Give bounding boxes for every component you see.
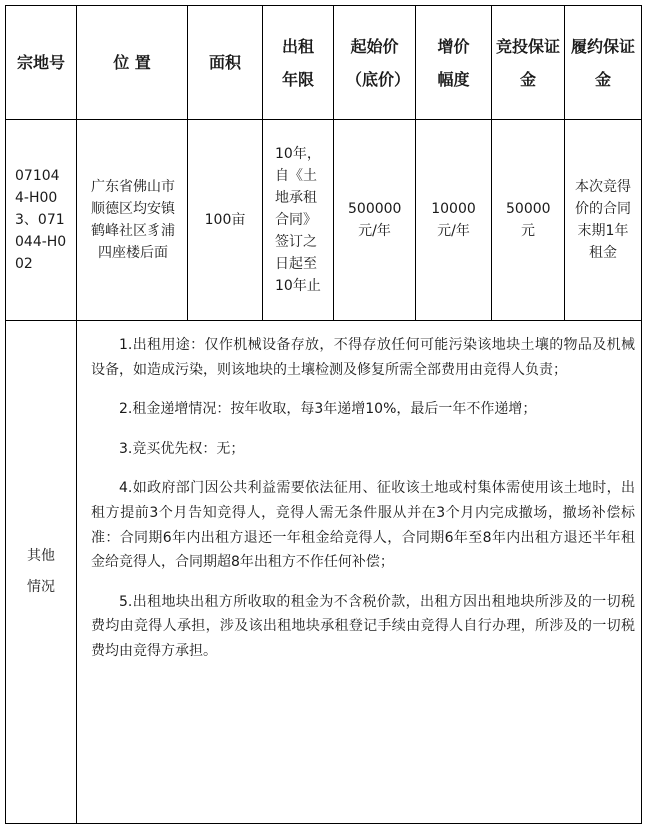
note-item: 2.租金递增情况：按年收取，每3年递增10%，最后一年不作递增； bbox=[119, 401, 537, 418]
location-cell: 广东省佛山市顺德区均安镇鹤峰社区豸浦四座楼后面 bbox=[77, 120, 188, 321]
header-parcel-no: 宗地号 bbox=[6, 6, 77, 120]
note-item: 5.出租地块出租方所收取的租金为不含税价款，出租方因出租地块所涉及的一切税费均由竞得人承担，涉及该出租地块承租登记手续由竞得人自行办理，所涉及的一切税费均由竞得方承担。 bbox=[91, 593, 635, 659]
performance-deposit-cell: 本次竞得价的合同末期1年租金 bbox=[565, 120, 642, 321]
parcel-row bbox=[6, 120, 642, 321]
note-item: 3.竞买优先权：无； bbox=[119, 440, 245, 457]
bid-deposit-cell: 50000元 bbox=[492, 120, 565, 321]
start-price-cell: 500000元/年 bbox=[334, 120, 416, 321]
header-bid-deposit: 竞投保证金 bbox=[492, 6, 565, 120]
other-notes bbox=[77, 321, 642, 824]
header-start-price: 起始价（底价） bbox=[334, 6, 416, 120]
increment-cell: 10000元/年 bbox=[416, 120, 492, 321]
header-row bbox=[6, 6, 642, 120]
other-label: 其他情况 bbox=[6, 321, 77, 824]
header-performance-deposit: 履约保证金 bbox=[565, 6, 642, 120]
header-lease-term: 出租年限 bbox=[263, 6, 334, 120]
parcel-no-cell: 071044-H003、071044-H002 bbox=[6, 120, 77, 321]
note-item: 1.出租用途：仅作机械设备存放，不得存放任何可能污染该地块土壤的物品及机械设备，如造成污染，则该地块的土壤检测及修复所需全部费用由竞得人负责； bbox=[91, 337, 635, 378]
area-cell: 100亩 bbox=[188, 120, 263, 321]
note-item: 4.如政府部门因公共利益需要依法征用、征收该土地或村集体需使用该土地时，出租方提前3个月告知竞得人，竞得人需无条件服从并在3个月内完成撤场，撤场补偿标准：合同期6年内出租方退还一年租金给竞得人，合同期6年至8年内出租方退还半年租金给竞得人，合同期超8年出租方不作任何补偿； bbox=[91, 480, 635, 571]
header-location: 位 置 bbox=[77, 6, 188, 120]
header-area: 面积 bbox=[188, 6, 263, 120]
other-row bbox=[6, 321, 642, 824]
land-lease-table bbox=[5, 5, 642, 824]
header-increment: 增价幅度 bbox=[416, 6, 492, 120]
lease-term-cell: 10年，自《土地承租合同》签订之日起至10年止 bbox=[263, 120, 334, 321]
